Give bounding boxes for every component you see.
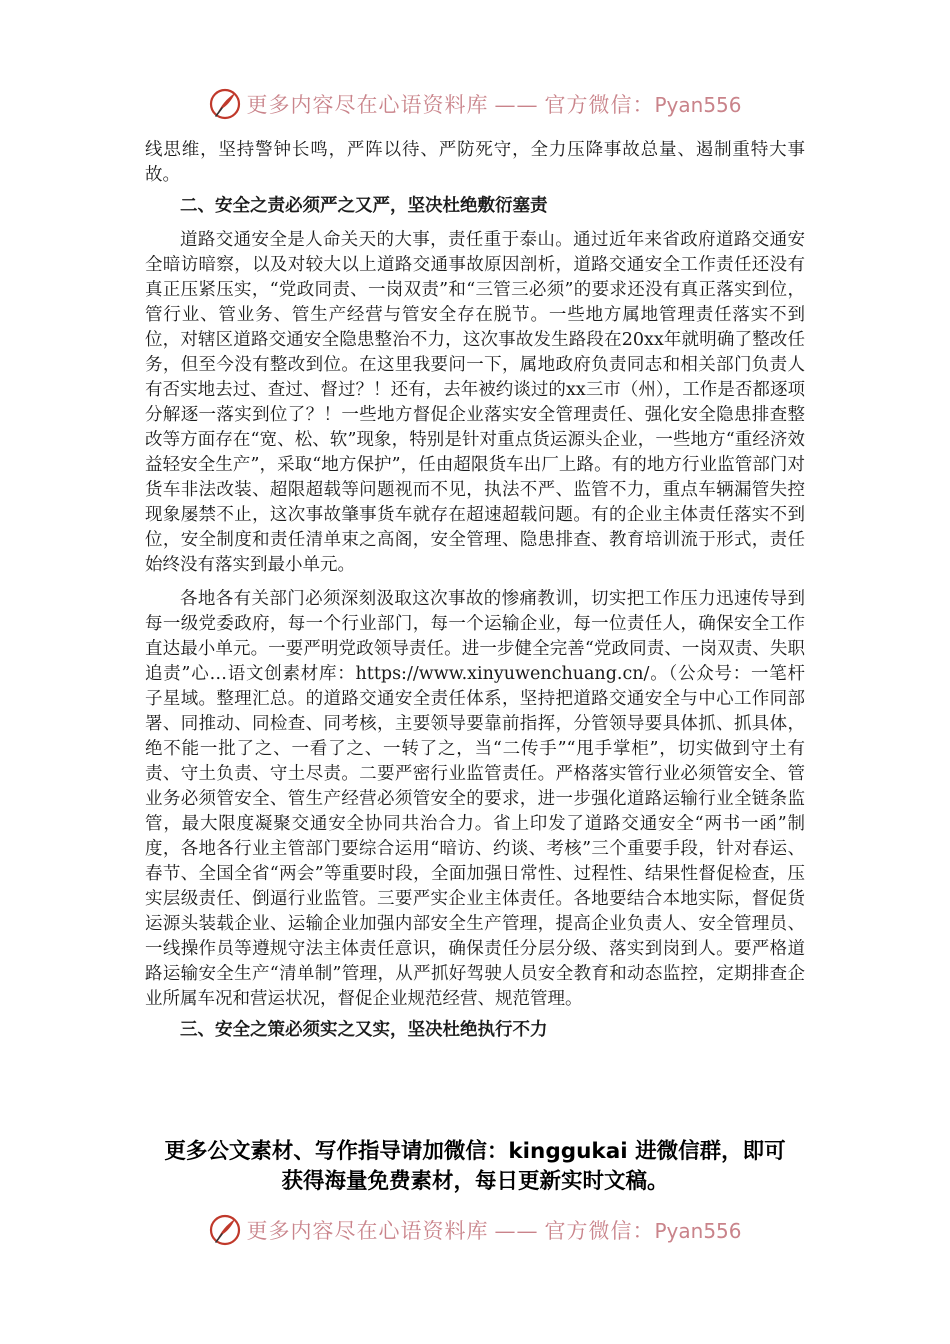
- section-heading-3: 三、安全之策必须实之又实，坚决杜绝执行不力: [180, 1020, 548, 1040]
- footer-banner-label: 官方微信：: [544, 1219, 655, 1243]
- header-banner: [0, 84, 950, 124]
- footer-wechat-id: Pyan556: [654, 1219, 742, 1243]
- paragraph-responsibility: 道路交通安全是人命关天的大事，责任重于泰山。通过近年来省政府道路交通安全暗访暗察，以及对较大以上道路交通事故原因剖析，道路交通安全工作责任还没有真正压紧压实，“党政同责、一岗双责”和“三管三必须”的要求还没有真正落实到位，管行业、管业务、管生产经营与管安全存在脱节。一些地方属地管理责任落实不到位，对辖区道路交通安全隐患整治不力，这次事故发生路段在20xx年就明确了整改任务，但至今没有整改到位。在这里我要问一下，属地政府负责同志和相关部门负责人有否实地去过、查过、督过？！还有，去年被约谈过的xx三市（州），工作是否都逐项分解逐一落实到位了？！一些地方督促企业落实安全管理责任、强化安全隐患排查整改等方面存在“宽、松、软”现象，特别是针对重点货运源头企业，一些地方“重经济效益轻安全生产”，采取“地方保护”，任由超限货车出厂上路。有的地方行业监管部门对货车非法改装、超限超载等问题视而不见，执法不严、监管不力，重点车辆漏管失控现象屡禁不止，这次事故肇事货车就存在超速超载问题。有的企业主体责任落实不到位，安全制度和责任清单束之高阁，安全管理、隐患排查、教育培训流于形式，责任始终没有落实到最小单元。: [145, 230, 805, 575]
- header-wechat-id: Pyan556: [654, 93, 742, 117]
- footer-banner-text: [246, 1215, 741, 1245]
- paragraph-measures: 各地各有关部门必须深刻汲取这次事故的惨痛教训，切实把工作压力迅速传导到每一级党委政府，每一个行业部门，每一个运输企业，每一位责任人，确保安全工作直达最小单元。一要严明党政领导责任。进一步健全完善“党政同责、一岗双责、失职追责”心…语文创素材库：https://www.xinyuwenchuang.cn/。（公众号：一笔杆子星域。整理汇总。的道路交通安全责任体系，坚持把道路交通安全与中心工作同部署、同推动、同检查、同考核，主要领导要靠前指挥，分管领导要具体抓、抓具体，绝不能一批了之、一看了之、一转了之，当“二传手”“甩手掌柜”，切实做到守土有责、守土负责、守土尽责。二要严密行业监管责任。严格落实管行业必须管安全、管业务必须管安全、管生产经营必须管安全的要求，进一步强化道路运输行业全链条监管，最大限度凝聚交通安全协同共治合力。省上印发了道路交通安全“两书一函”制度，各地各行业主管部门要综合运用“暗访、约谈、考核”三个重要手段，针对春运、春节、全国全省“两会”等重要时段，全面加强日常性、过程性、结果性督促检查，压实层级责任、倒逼行业监管。三要严实企业主体责任。各地要结合本地实际，督促货运源头装载企业、运输企业加强内部安全生产管理，提高企业负责人、安全管理员、一线操作员等遵规守法主体责任意识，确保责任分层分级、落实到岗到人。要严格道路运输安全生产“清单制”管理，从严抓好驾驶人员安全教育和动态监控，定期排查企业所属车况和营运状况，督促企业规范经营、规范管理。: [145, 589, 805, 1009]
- footer-banner-separator: ——: [494, 1219, 539, 1243]
- quill-logo-icon: [208, 87, 242, 121]
- footer-banner: [0, 1210, 950, 1250]
- header-banner-title: 更多内容尽在心语资料库: [246, 93, 489, 117]
- promo-notice: [120, 1137, 830, 1197]
- header-banner-separator: ——: [494, 93, 539, 117]
- document-body: [145, 138, 805, 1043]
- footer-banner-title: 更多内容尽在心语资料库: [246, 1219, 489, 1243]
- quill-logo-icon: [208, 1213, 242, 1247]
- header-banner-text: [246, 89, 741, 119]
- section-heading-2: 二、安全之责必须严之又严，坚决杜绝敷衍塞责: [180, 196, 548, 216]
- header-banner-label: 官方微信：: [544, 93, 655, 117]
- paragraph-continuation: 线思维，坚持警钟长鸣，严阵以待、严防死守，全力压降事故总量、遏制重特大事故。: [145, 140, 805, 185]
- promo-line-1: 更多公文素材、写作指导请加微信：kinggukai 进微信群，即可: [164, 1139, 786, 1164]
- promo-line-2: 获得海量免费素材，每日更新实时文稿。: [281, 1169, 669, 1194]
